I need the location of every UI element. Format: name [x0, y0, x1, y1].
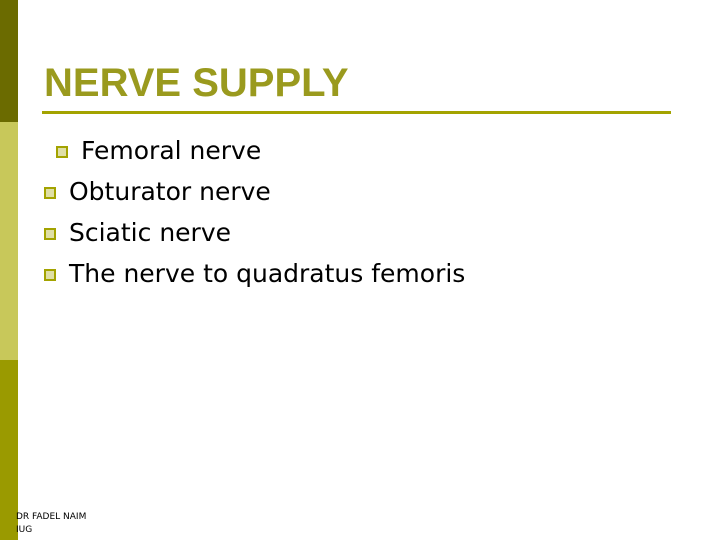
- slide-title: NERVE SUPPLY: [44, 61, 349, 105]
- footer: [16, 511, 86, 537]
- title-underline: [42, 111, 671, 114]
- bullet-text: The nerve to quadratus femoris: [69, 258, 466, 288]
- square-bullet-icon: [44, 187, 56, 199]
- footer-institution: IUG: [16, 525, 33, 535]
- bullet-text: Femoral nerve: [81, 135, 262, 165]
- square-bullet-icon: [44, 269, 56, 281]
- list-item: [16, 253, 465, 294]
- bullet-list: [16, 130, 465, 294]
- list-item: [16, 171, 465, 212]
- bullet-text: Obturator nerve: [69, 176, 271, 206]
- bullet-text: Sciatic nerve: [69, 217, 231, 247]
- list-item: [16, 212, 465, 253]
- square-bullet-icon: [44, 228, 56, 240]
- side-strip-top: [0, 0, 18, 122]
- list-item: [16, 130, 465, 171]
- footer-author: DR FADEL NAIM: [16, 512, 87, 522]
- square-bullet-icon: [56, 146, 68, 158]
